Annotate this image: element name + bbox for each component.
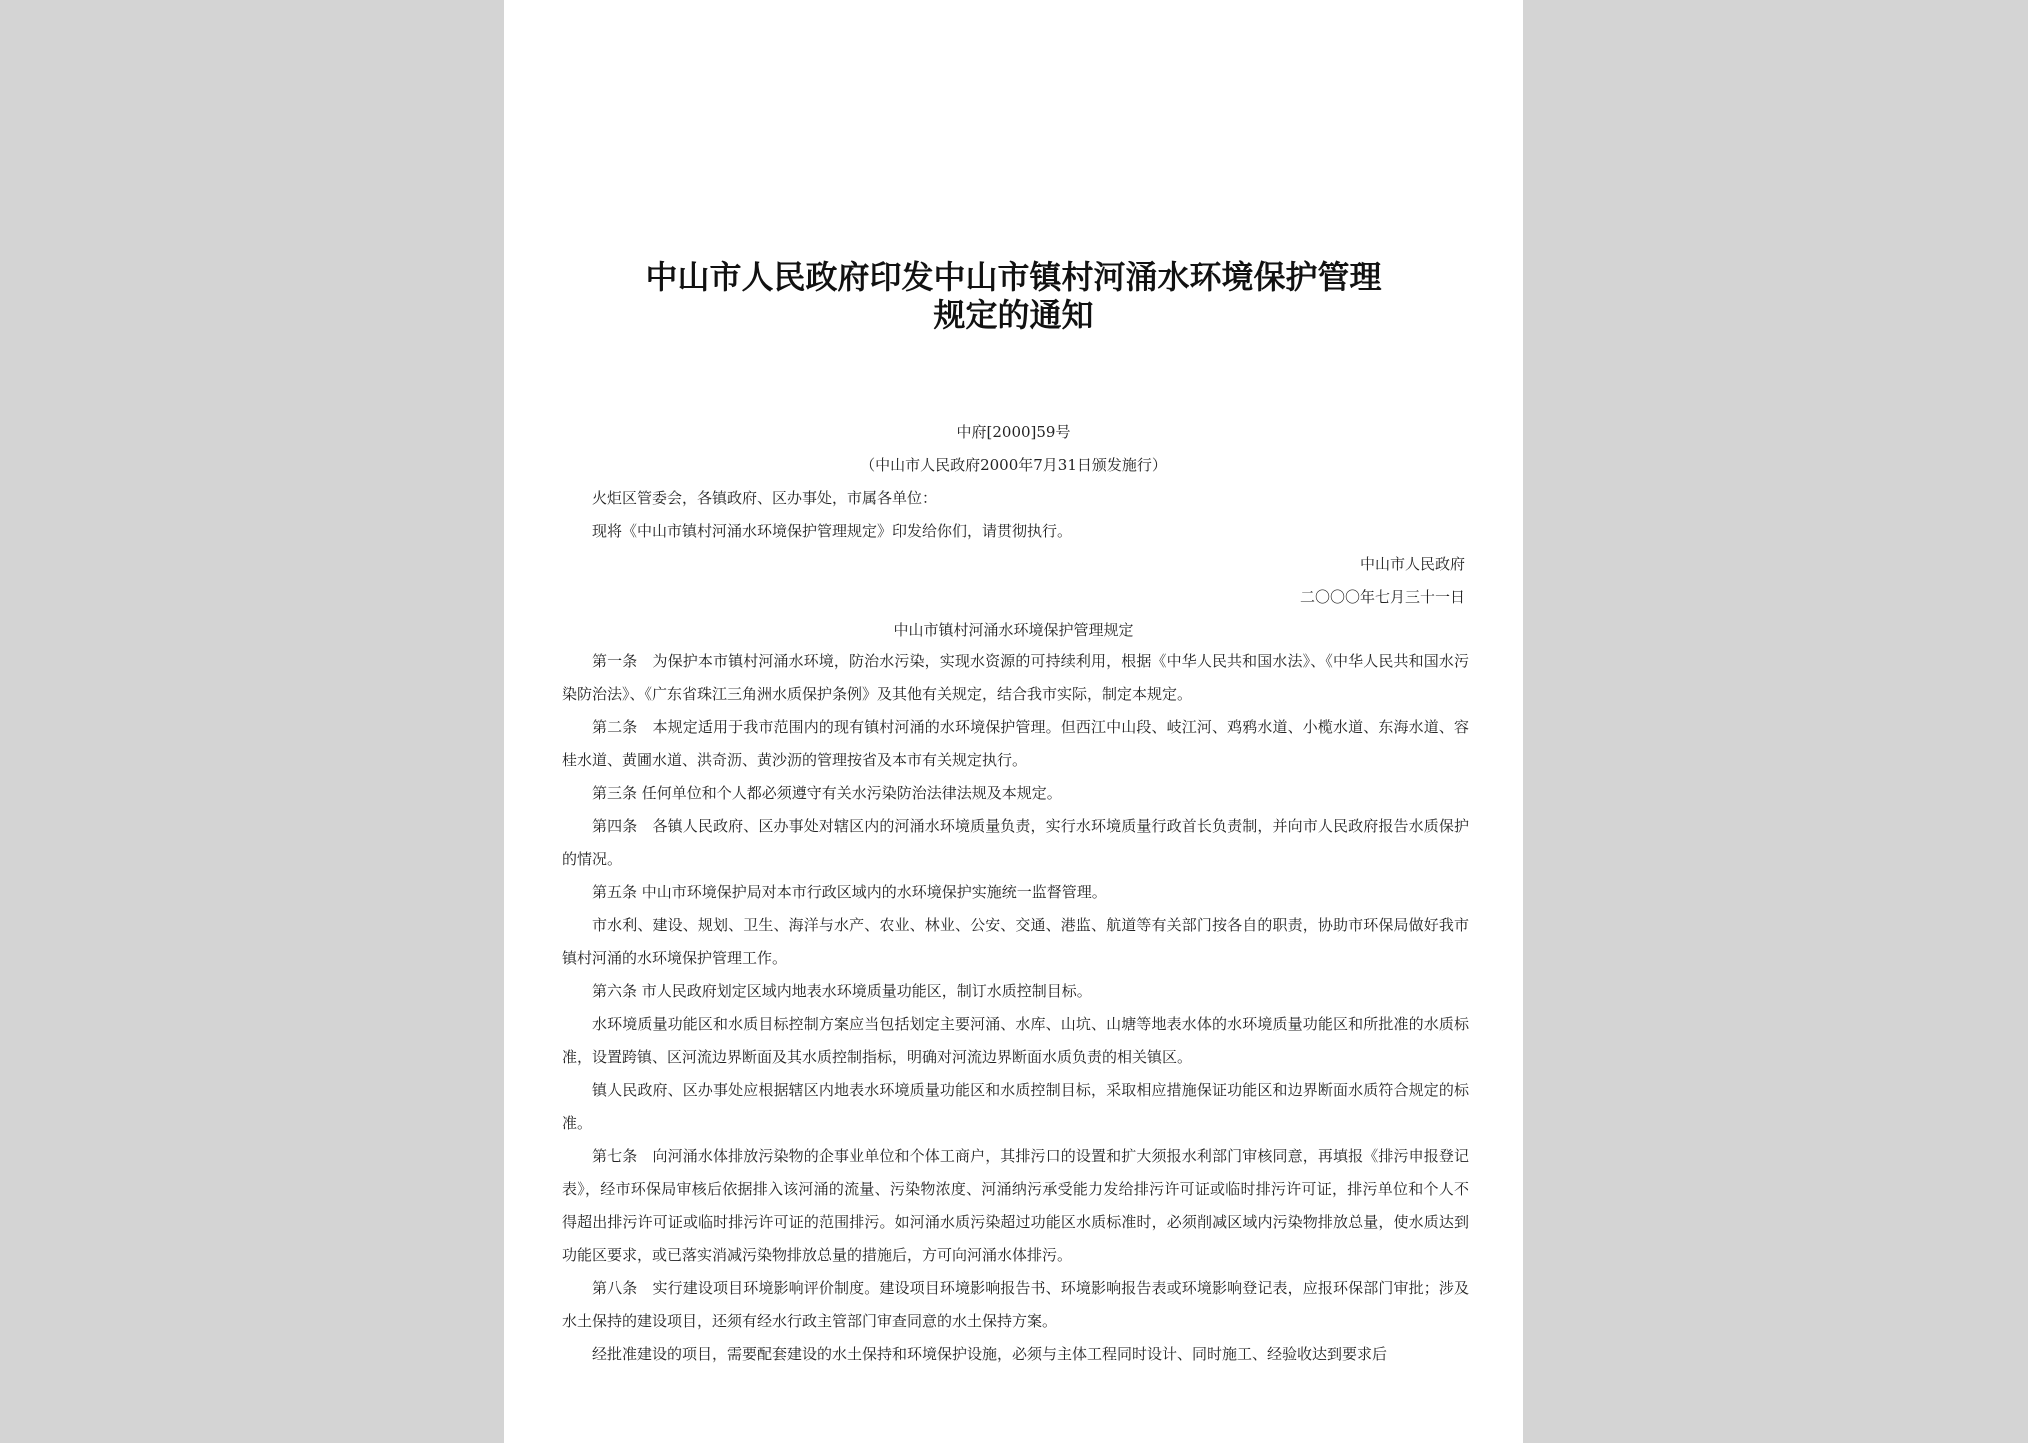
article-3: 第三条 任何单位和个人都必须遵守有关水污染防治法律法规及本规定。	[592, 784, 1062, 802]
document-title	[504, 258, 1523, 334]
body-intro: 现将《中山市镇村河涌水环境保护管理规定》印发给你们，请贯彻执行。	[592, 522, 1073, 540]
article-8: 第八条 实行建设项目环境影响评价制度。建设项目环境影响报告书、环境影响报告表或环境影响登记表，应报环保部门审批；涉及水土保持的建设项目，还须有经水行政主管部门审查同意的水土保持方案。	[562, 1279, 1469, 1330]
article-6: 第六条 市人民政府划定区域内地表水环境质量功能区，制订水质控制目标。	[592, 982, 1092, 1000]
title-line-1: 中山市人民政府印发中山市镇村河涌水环境保护管理	[645, 258, 1382, 296]
issue-note: （中山市人民政府2000年7月31日颁发施行）	[860, 456, 1167, 474]
signature-date: 二〇〇〇年七月三十一日	[1299, 588, 1465, 606]
article-6-para-3: 镇人民政府、区办事处应根据辖区内地表水环境质量功能区和水质控制目标，采取相应措施保证功能区和边界断面水质符合规定的标准。	[562, 1081, 1469, 1132]
doc-number: 中府[2000]59号	[956, 423, 1071, 441]
addressee: 火炬区管委会，各镇政府、区办事处，市属各单位：	[592, 489, 938, 507]
article-4: 第四条 各镇人民政府、区办事处对辖区内的河涌水环境质量负责，实行水环境质量行政首长负责制，并向市人民政府报告水质保护的情况。	[562, 817, 1469, 868]
title-line-2: 规定的通知	[933, 296, 1094, 334]
article-5-para-2: 市水利、建设、规划、卫生、海洋与水产、农业、林业、公安、交通、港监、航道等有关部门按各自的职责，协助市环保局做好我市镇村河涌的水环境保护管理工作。	[562, 916, 1469, 967]
article-2: 第二条 本规定适用于我市范围内的现有镇村河涌的水环境保护管理。但西江中山段、岐江河、鸡鸦水道、小榄水道、东海水道、容桂水道、黄圃水道、洪奇沥、黄沙沥的管理按省及本市有关规定执行。	[562, 718, 1469, 769]
signature-org: 中山市人民政府	[1359, 555, 1465, 573]
article-1: 第一条 为保护本市镇村河涌水环境，防治水污染，实现水资源的可持续利用，根据《中华人民共和国水法》、《中华人民共和国水污染防治法》、《广东省珠江三角洲水质保护条例》及其他有关规定，结合我市实际，制定本规定。	[562, 652, 1469, 703]
article-7: 第七条 向河涌水体排放污染物的企事业单位和个体工商户，其排污口的设置和扩大须报水利部门审核同意，再填报《排污申报登记表》，经市环保局审核后依据排入该河涌的流量、污染物浓度、河涌纳污承受能力发给排污许可证或临时排污许可证，排污单位和个人不得超出排污许可证或临时排污许可证的范围排污。如河涌水质污染超过功能区水质标准时，必须削减区域内污染物排放总量，使水质达到功能区要求，或已落实消减污染物排放总量的措施后，方可向河涌水体排污。	[562, 1147, 1469, 1264]
article-8-para-2: 经批准建设的项目，需要配套建设的水土保持和环境保护设施，必须与主体工程同时设计、同时施工、经验收达到要求后	[592, 1345, 1388, 1363]
article-5: 第五条 中山市环境保护局对本市行政区域内的水环境保护实施统一监督管理。	[592, 883, 1107, 901]
regulation-title: 中山市镇村河涌水环境保护管理规定	[893, 621, 1134, 639]
article-6-para-2: 水环境质量功能区和水质目标控制方案应当包括划定主要河涌、水库、山坑、山塘等地表水体的水环境质量功能区和所批准的水质标准，设置跨镇、区河流边界断面及其水质控制指标，明确对河流边界断面水质负责的相关镇区。	[562, 1015, 1469, 1066]
document-page	[504, 0, 1523, 1443]
